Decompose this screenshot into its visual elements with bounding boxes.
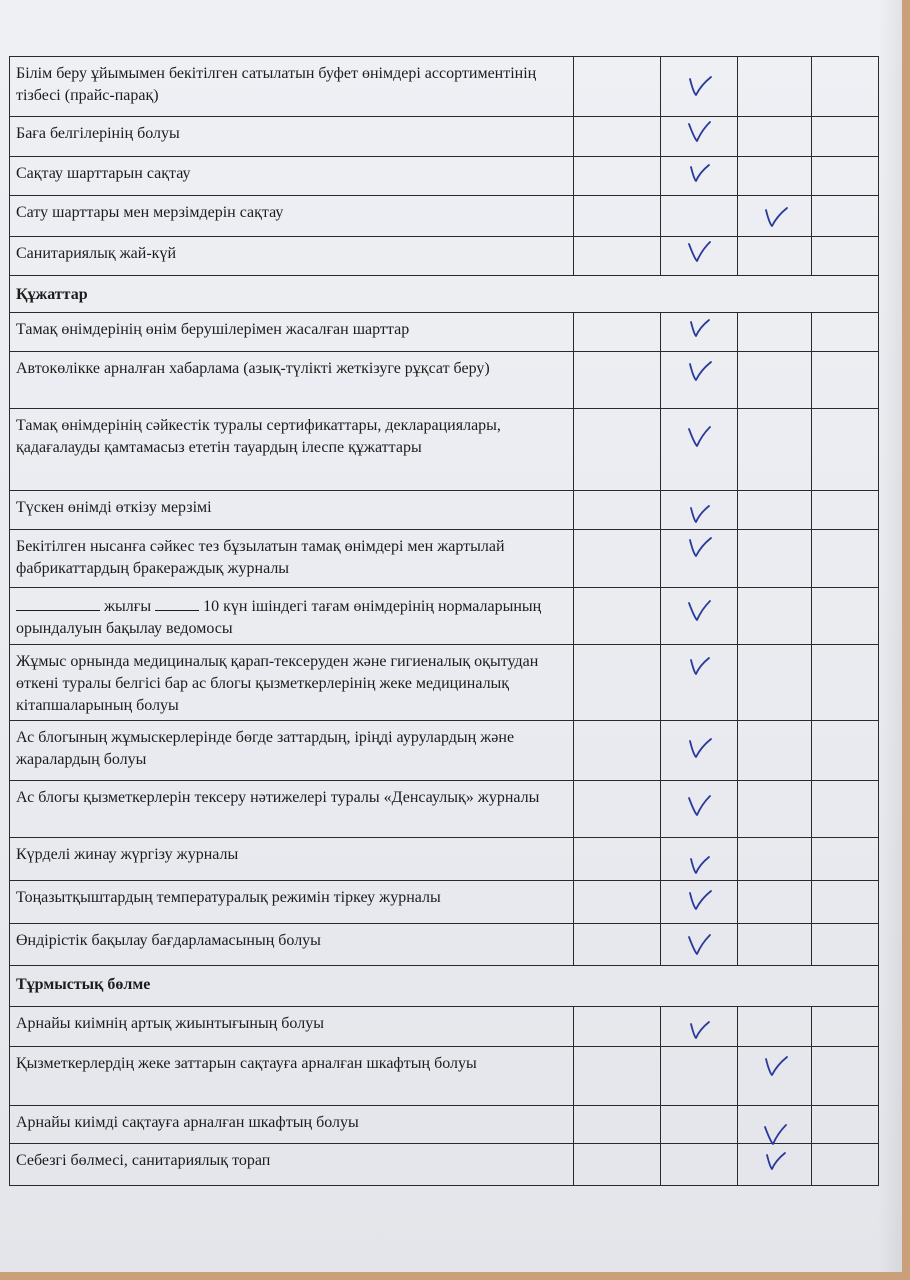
mark-cell-c2[interactable]	[661, 1047, 738, 1106]
mark-cell-c3[interactable]	[738, 1106, 812, 1144]
checklist-row	[10, 491, 879, 530]
requirement-text: Өндірістік бақылау бағдарламасының болуы	[10, 924, 574, 966]
requirement-text: Түскен өнімді өткізу мерзімі	[10, 491, 574, 530]
mark-cell-c4[interactable]	[812, 588, 879, 645]
mark-cell-c3[interactable]	[738, 352, 812, 409]
mark-cell-c3[interactable]	[738, 1007, 812, 1047]
text-fragment: жылғы	[100, 598, 156, 615]
mark-cell-c3[interactable]	[738, 530, 812, 588]
checklist-row	[10, 530, 879, 588]
handwritten-checkmark-icon	[684, 653, 714, 679]
checklist-row	[10, 352, 879, 409]
mark-cell-c3[interactable]	[738, 924, 812, 966]
requirement-text: Ас блогының жұмыскерлерінде бөгде заттардың, іріңді аурулардың және жаралардың болуы	[10, 721, 574, 781]
handwritten-checkmark-icon	[684, 315, 714, 341]
handwritten-checkmark-icon	[684, 534, 714, 560]
mark-cell-c3[interactable]	[738, 721, 812, 781]
checklist-row	[10, 1106, 879, 1144]
requirement-text: Арнайы киімді сақтауға арналған шкафтың болуы	[10, 1106, 574, 1144]
mark-cell-c2[interactable]	[661, 352, 738, 409]
mark-cell-c1[interactable]	[574, 196, 661, 237]
mark-cell-c1[interactable]	[574, 237, 661, 276]
handwritten-checkmark-icon	[684, 852, 714, 878]
mark-cell-c2[interactable]	[661, 838, 738, 881]
requirement-text: Сақтау шарттарын сақтау	[10, 157, 574, 196]
mark-cell-c4[interactable]	[812, 1007, 879, 1047]
checklist-row	[10, 1144, 879, 1186]
checklist-row	[10, 313, 879, 352]
handwritten-checkmark-icon	[684, 735, 714, 761]
requirement-text: Жұмыс орнында медициналық қарап-тексеруден және гигиеналық оқытудан өткені туралы белгісі бар ас блогы қызметкерлерінің жеке медициналық кітапшаларының болуы	[10, 645, 574, 721]
mark-cell-c4[interactable]	[812, 1047, 879, 1106]
requirement-text: Ас блогы қызметкерлерін тексеру нәтижелері туралы «Денсаулық» журналы	[10, 781, 574, 838]
requirement-text: Баға белгілерінің болуы	[10, 117, 574, 157]
mark-cell-c3[interactable]	[738, 838, 812, 881]
mark-cell-c1[interactable]	[574, 881, 661, 924]
requirement-text: Санитариялық жай-күй	[10, 237, 574, 276]
mark-cell-c2[interactable]	[661, 237, 738, 276]
mark-cell-c1[interactable]	[574, 721, 661, 781]
mark-cell-c1[interactable]	[574, 588, 661, 645]
checklist-row	[10, 721, 879, 781]
mark-cell-c4[interactable]	[812, 157, 879, 196]
mark-cell-c4[interactable]	[812, 237, 879, 276]
mark-cell-c2[interactable]	[661, 157, 738, 196]
mark-cell-c1[interactable]	[574, 313, 661, 352]
mark-cell-c1[interactable]	[574, 530, 661, 588]
mark-cell-c1[interactable]	[574, 409, 661, 491]
mark-cell-c4[interactable]	[812, 313, 879, 352]
mark-cell-c4[interactable]	[812, 781, 879, 838]
checklist-row	[10, 1007, 879, 1047]
handwritten-checkmark-icon	[684, 73, 714, 99]
mark-cell-c3[interactable]	[738, 588, 812, 645]
mark-cell-c3[interactable]	[738, 196, 812, 237]
checklist-row	[10, 1047, 879, 1106]
mark-cell-c1[interactable]	[574, 117, 661, 157]
mark-cell-c2[interactable]	[661, 645, 738, 721]
section-header-row	[10, 966, 879, 1007]
mark-cell-c3[interactable]	[738, 57, 812, 117]
mark-cell-c1[interactable]	[574, 1144, 661, 1186]
mark-cell-c3[interactable]	[738, 157, 812, 196]
requirement-text: Арнайы киімнің артық жиынтығының болуы	[10, 1007, 574, 1047]
mark-cell-c2[interactable]	[661, 721, 738, 781]
checklist-row	[10, 57, 879, 117]
mark-cell-c2[interactable]	[661, 588, 738, 645]
mark-cell-c1[interactable]	[574, 352, 661, 409]
handwritten-checkmark-icon	[684, 119, 714, 145]
mark-cell-c4[interactable]	[812, 1106, 879, 1144]
checklist-row	[10, 117, 879, 157]
mark-cell-c1[interactable]	[574, 645, 661, 721]
handwritten-checkmark-icon	[684, 1017, 714, 1043]
mark-cell-c4[interactable]	[812, 924, 879, 966]
mark-cell-c3[interactable]	[738, 491, 812, 530]
mark-cell-c3[interactable]	[738, 881, 812, 924]
checklist-row	[10, 645, 879, 721]
mark-cell-c3[interactable]	[738, 1047, 812, 1106]
year-blank-field[interactable]	[16, 594, 100, 611]
mark-cell-c3[interactable]	[738, 409, 812, 491]
mark-cell-c2[interactable]	[661, 1007, 738, 1047]
checklist-row	[10, 588, 879, 645]
mark-cell-c4[interactable]	[812, 645, 879, 721]
mark-cell-c2[interactable]	[661, 530, 738, 588]
mark-cell-c3[interactable]	[738, 645, 812, 721]
checklist-row	[10, 196, 879, 237]
inspection-checklist-table	[9, 56, 879, 1186]
mark-cell-c1[interactable]	[574, 491, 661, 530]
mark-cell-c2[interactable]	[661, 881, 738, 924]
requirement-text: Себезгі бөлмесі, санитариялық торап	[10, 1144, 574, 1186]
handwritten-checkmark-icon	[684, 424, 714, 450]
page-edge-shadow	[878, 0, 902, 1272]
requirement-text: Тамақ өнімдерінің сәйкестік туралы сертификаттары, декларациялары, қадағалауды қамтамасыз ететін тауардың ілеспе құжаттары	[10, 409, 574, 491]
requirement-text: Бекітілген нысанға сәйкес тез бұзылатын тамақ өнімдері мен жартылай фабрикаттардың бракераждық журналы	[10, 530, 574, 588]
mark-cell-c3[interactable]	[738, 1144, 812, 1186]
mark-cell-c4[interactable]	[812, 409, 879, 491]
handwritten-checkmark-icon	[684, 501, 714, 527]
requirement-text	[10, 588, 574, 645]
mark-cell-c4[interactable]	[812, 530, 879, 588]
mark-cell-c2[interactable]	[661, 781, 738, 838]
mark-cell-c2[interactable]	[661, 1106, 738, 1144]
handwritten-checkmark-icon	[684, 598, 714, 624]
mark-cell-c1[interactable]	[574, 1106, 661, 1144]
requirement-text: Автокөлікке арналған хабарлама (азық-түлікті жеткізуге рұқсат беру)	[10, 352, 574, 409]
checklist-row	[10, 781, 879, 838]
checklist-row	[10, 409, 879, 491]
mark-cell-c4[interactable]	[812, 881, 879, 924]
mark-cell-c4[interactable]	[812, 838, 879, 881]
mark-cell-c1[interactable]	[574, 57, 661, 117]
mark-cell-c3[interactable]	[738, 117, 812, 157]
section-header-row	[10, 276, 879, 313]
checklist-row	[10, 237, 879, 276]
mark-cell-c1[interactable]	[574, 1007, 661, 1047]
requirement-text: Тамақ өнімдерінің өнім берушілерімен жасалған шарттар	[10, 313, 574, 352]
requirement-text: Білім беру ұйымымен бекітілген сатылатын буфет өнімдері ассортиментінің тізбесі (прайс-парақ)	[10, 57, 574, 117]
requirement-text: Сату шарттары мен мерзімдерін сақтау	[10, 196, 574, 237]
mark-cell-c4[interactable]	[812, 352, 879, 409]
mark-cell-c4[interactable]	[812, 721, 879, 781]
handwritten-checkmark-icon	[760, 1053, 790, 1079]
requirement-text: Күрделі жинау жүргізу журналы	[10, 838, 574, 881]
handwritten-checkmark-icon	[684, 887, 714, 913]
mark-cell-c2[interactable]	[661, 57, 738, 117]
checklist-row	[10, 838, 879, 881]
handwritten-checkmark-icon	[684, 160, 714, 186]
mark-cell-c3[interactable]	[738, 237, 812, 276]
handwritten-checkmark-icon	[684, 239, 714, 265]
handwritten-checkmark-icon	[684, 932, 714, 958]
mark-cell-c1[interactable]	[574, 838, 661, 881]
mark-cell-c1[interactable]	[574, 1047, 661, 1106]
mark-cell-c1[interactable]	[574, 781, 661, 838]
date-blank-field[interactable]	[155, 594, 199, 611]
mark-cell-c4[interactable]	[812, 57, 879, 117]
mark-cell-c2[interactable]	[661, 313, 738, 352]
mark-cell-c2[interactable]	[661, 491, 738, 530]
handwritten-checkmark-icon	[760, 1148, 790, 1174]
mark-cell-c2[interactable]	[661, 196, 738, 237]
mark-cell-c2[interactable]	[661, 924, 738, 966]
text-fragment: 10 күн ішіндегі тағам өнімдерінің нормаларының орындалуын бақылау ведомосы	[16, 598, 542, 637]
mark-cell-c3[interactable]	[738, 313, 812, 352]
mark-cell-c3[interactable]	[738, 781, 812, 838]
mark-cell-c2[interactable]	[661, 1144, 738, 1186]
mark-cell-c1[interactable]	[574, 924, 661, 966]
section-title: Құжаттар	[10, 276, 879, 313]
mark-cell-c4[interactable]	[812, 117, 879, 157]
handwritten-checkmark-icon	[684, 358, 714, 384]
mark-cell-c4[interactable]	[812, 196, 879, 237]
mark-cell-c2[interactable]	[661, 409, 738, 491]
handwritten-checkmark-icon	[684, 793, 714, 819]
mark-cell-c4[interactable]	[812, 1144, 879, 1186]
checklist-row	[10, 157, 879, 196]
mark-cell-c4[interactable]	[812, 491, 879, 530]
handwritten-checkmark-icon	[760, 204, 790, 230]
checklist-row	[10, 881, 879, 924]
section-title: Тұрмыстық бөлме	[10, 966, 879, 1007]
mark-cell-c1[interactable]	[574, 157, 661, 196]
mark-cell-c2[interactable]	[661, 117, 738, 157]
requirement-text: Тоңазытқыштардың температуралық режимін тіркеу журналы	[10, 881, 574, 924]
checklist-row	[10, 924, 879, 966]
requirement-text: Қызметкерлердің жеке заттарын сақтауға арналған шкафтың болуы	[10, 1047, 574, 1106]
